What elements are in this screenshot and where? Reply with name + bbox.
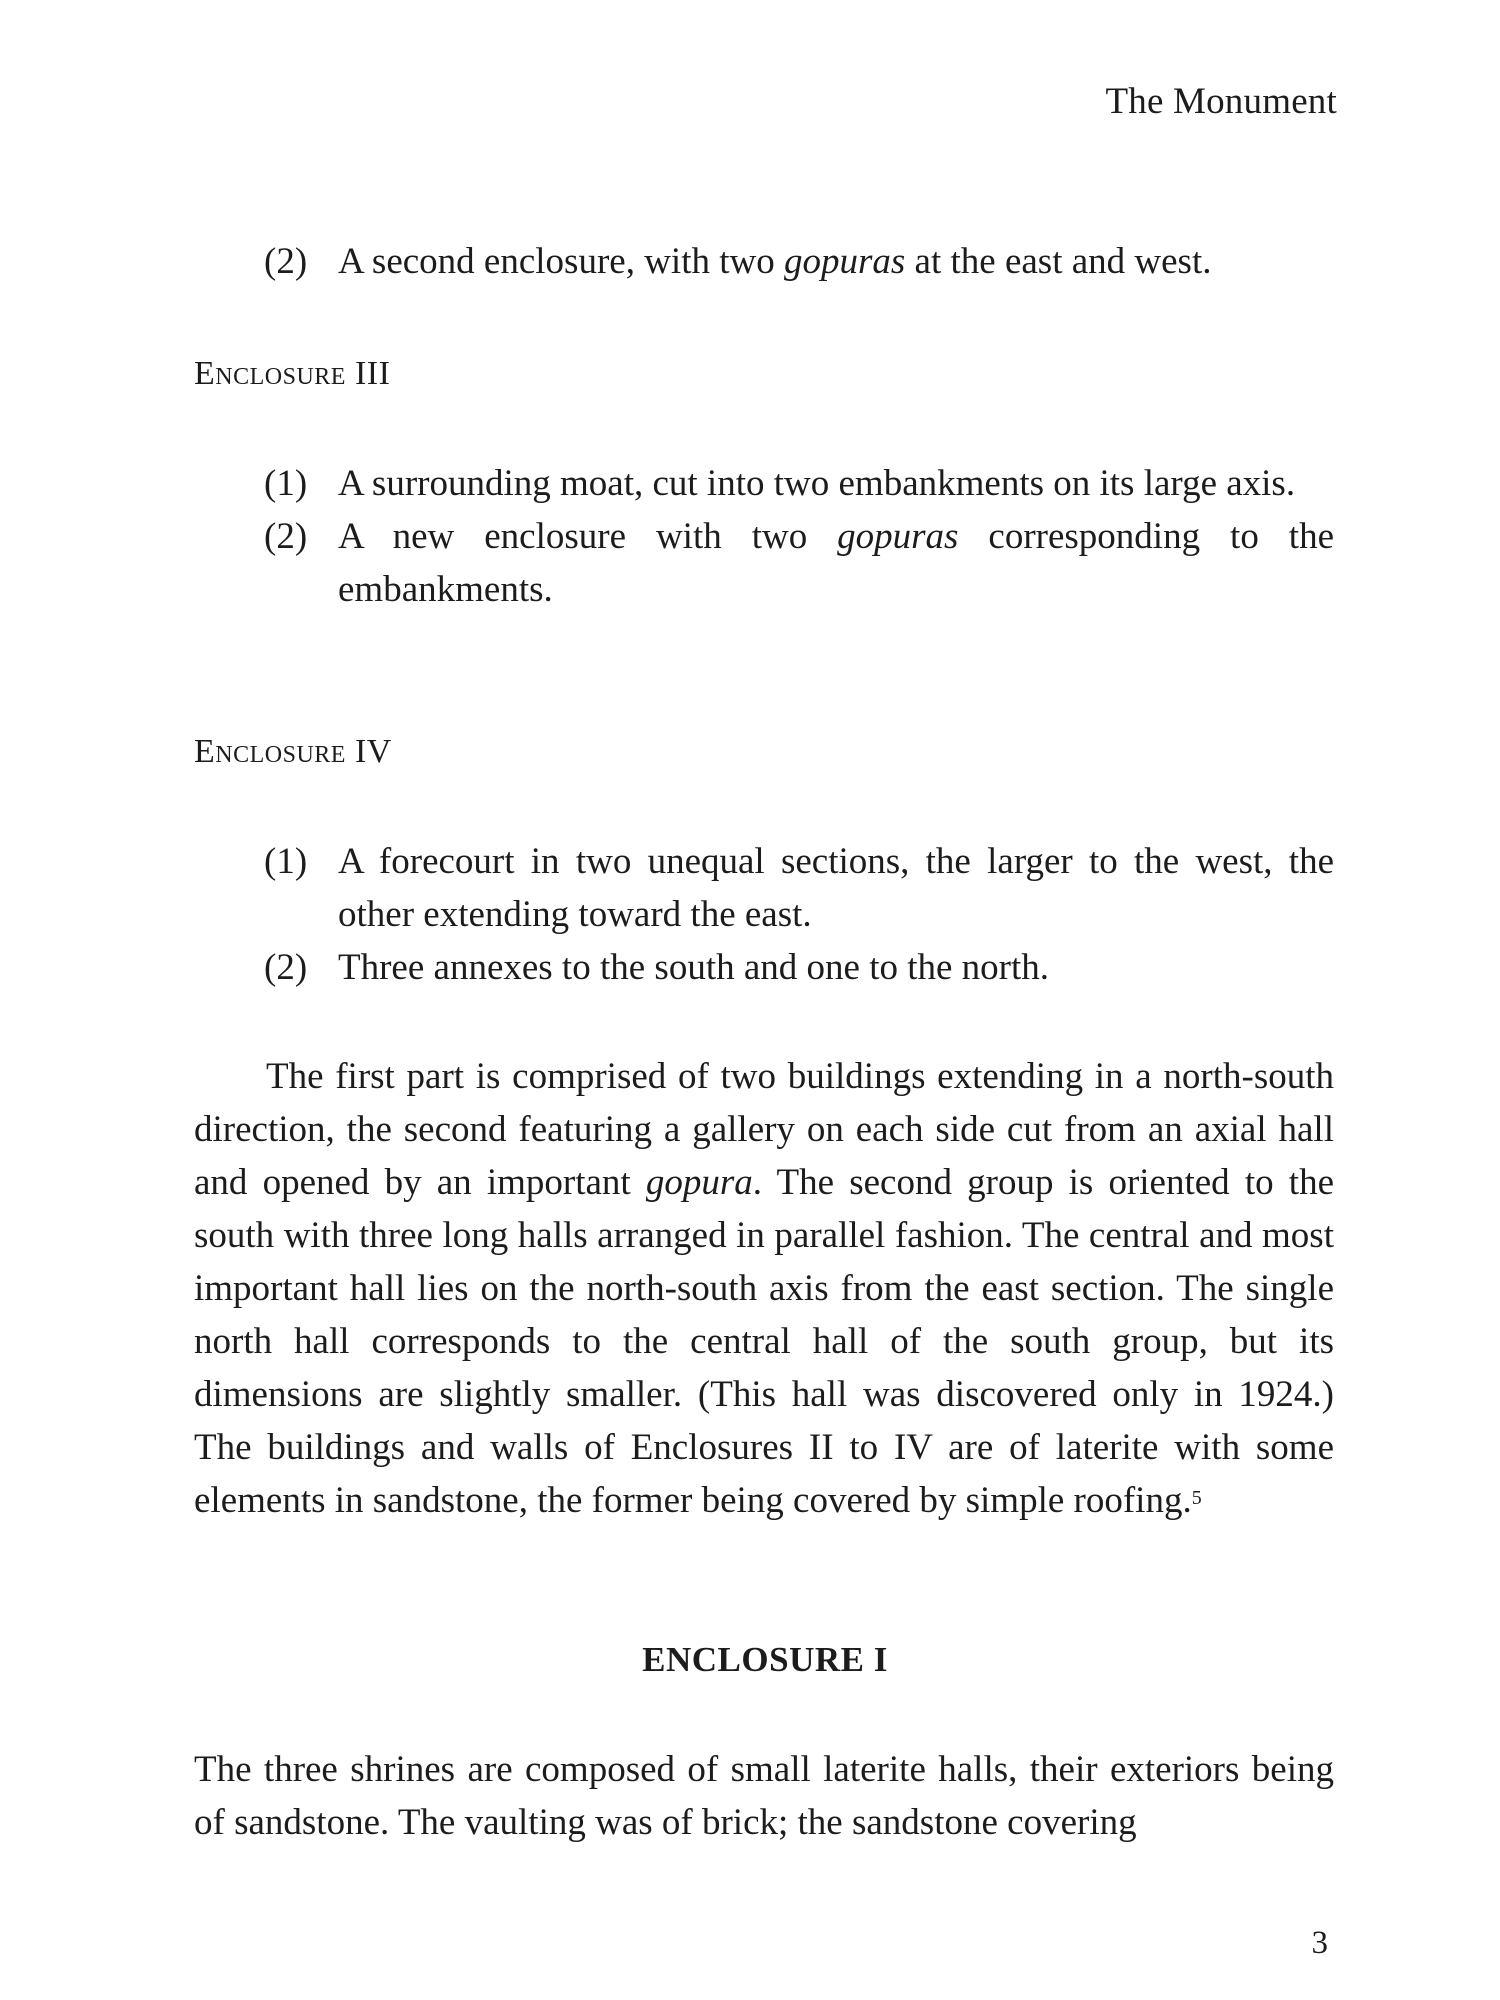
list-number: (2) [264,516,308,557]
paragraph-text: . The second group is oriented to the south with three long halls arranged in parallel fashion. The central and most important hall lies on the north-south axis from the east section. The single north hall corresponds to the central hall of the south group, but its dimensions are slightly smaller. (This hall was discovered only in 1924.) The buildings and walls of Enclosures II to IV are of laterite with some elements in sandstone, the former being covered by simple roofing. [194,1162,1334,1521]
body-paragraph [194,1743,1334,1849]
footnote-marker: 5 [1191,1487,1202,1509]
enclosure-3-heading: Enclosure III [194,355,391,392]
list-item [194,835,1334,941]
list-item [194,941,1334,994]
enclosure-2-list [194,235,1334,288]
section-heading: ENCLOSURE I [642,1640,888,1679]
list-item [194,510,1334,616]
page-number: 3 [1311,1925,1328,1961]
list-text: A forecourt in two unequal sections, the larger to the west, the other extending toward the east. [338,841,1334,935]
enclosure-3-list [194,457,1334,616]
list-text-italic: gopuras [837,516,959,557]
paragraph-text: The three shrines are composed of small laterite halls, their exteriors being of sandstone. The vaulting was of brick; the sandstone covering [194,1749,1334,1843]
list-text-italic: gopuras [783,241,906,282]
list-item [194,457,1334,510]
list-text: A surrounding moat, cut into two embankments on its large axis. [338,463,1296,504]
paragraph-text-italic: gopura [645,1162,753,1203]
list-text: at the east and west. [905,241,1212,282]
list-text: Three annexes to the south and one to the north. [338,947,1050,988]
list-number: (1) [264,463,308,504]
list-text: A second enclosure, with two [338,241,784,282]
body-paragraph [194,1050,1334,1527]
list-text: A new enclosure with two [338,516,838,557]
running-head: The Monument [1105,81,1337,122]
list-item [194,235,1334,288]
enclosure-4-list [194,835,1334,994]
paragraph-text: The first part is comprised of two buildings extending in a north-south direction, the second featuring a gallery on each side cut from an axial hall and opened by an important [194,1056,1334,1203]
list-number: (2) [264,947,308,988]
list-text: corresponding to the embankments. [338,516,1334,610]
list-number: (1) [264,841,308,882]
list-number: (2) [264,241,308,282]
enclosure-4-heading: Enclosure IV [194,733,392,770]
